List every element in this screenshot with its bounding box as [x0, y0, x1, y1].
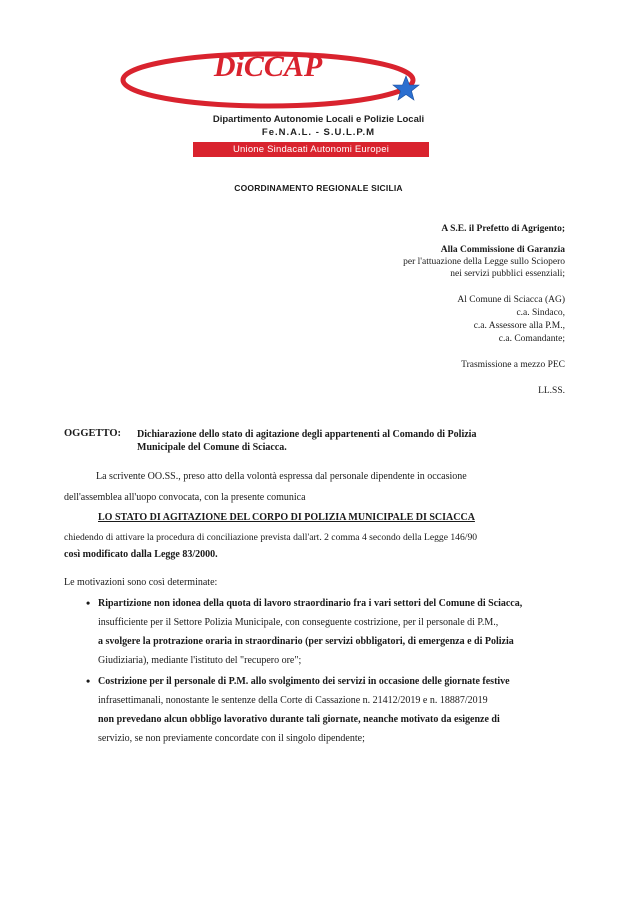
request-line2: così modificato dalla Legge 83/2000. [64, 549, 218, 560]
org-department-name: Dipartimento Autonomie Locali e Polizie Locali [212, 114, 425, 125]
subject-label: OGGETTO: [64, 428, 121, 439]
bullet-marker: • [86, 674, 91, 688]
bullet-2-title: Costrizione per il personale di P.M. allo svolgimento dei servizi in occasione delle giornate festive [98, 676, 510, 687]
recipient-assessore: c.a. Assessore alla P.M., [473, 321, 565, 331]
recipient-comune: Al Comune di Sciacca (AG) [457, 295, 565, 305]
bullet-marker: • [86, 596, 91, 610]
bullet-1-line3: Giudiziaria), mediante l'istituto del "recupero ore"; [98, 655, 302, 666]
bullet-1-line2: a svolgere la protrazione oraria in straordinario (per servizi obbligatori, di emergenza e di Polizia [98, 636, 514, 647]
recipient-comandante: c.a. Comandante; [498, 334, 565, 344]
bullet-2-line2: non prevedano alcun obbligo lavorativo durante tali giornate, neanche motivato da esigenze di [98, 714, 500, 725]
coordination-title: COORDINAMENTO REGIONALE SICILIA [234, 183, 403, 193]
recipient-prefetto: A S.E. il Prefetto di Agrigento; [441, 224, 565, 234]
subject-line2: Municipale del Comune di Sciacca. [137, 442, 287, 453]
diccap-logo [118, 40, 428, 140]
recipient-commissione-line3: nei servizi pubblici essenziali; [450, 269, 565, 279]
recipient-sindaco: c.a. Sindaco, [516, 308, 565, 318]
ll-ss: LL.SS. [538, 386, 565, 396]
motivations-intro: Le motivazioni sono così determinate: [64, 577, 218, 588]
union-banner: Unione Sindacati Autonomi Europei [193, 142, 429, 157]
request-line1: chiedendo di attivare la procedura di conciliazione prevista dall'art. 2 comma 4 secondo della Legge 146/90 [64, 532, 478, 543]
subject-line1: Dichiarazione dello stato di agitazione degli appartenenti al Comando di Polizia [137, 429, 477, 440]
bullet-2-line1: infrasettimanali, nonostante le sentenze della Corte di Cassazione n. 21412/2019 e n. 18887/2019 [98, 695, 488, 706]
intro-line2: dell'assemblea all'uopo convocata, con la presente comunica [64, 492, 306, 503]
intro-line1: La scrivente OO.SS., preso atto della volontà espressa dal personale dipendente in occasione [96, 471, 467, 482]
bullet-item-1 [98, 594, 568, 670]
subject-text [137, 428, 567, 454]
recipient-commissione-line2: per l'attuazione della Legge sullo Sciopero [403, 257, 565, 267]
bullet-2-line3: servizio, se non previamente concordate con il singolo dipendente; [98, 733, 365, 744]
bullet-1-line1: insufficiente per il Settore Polizia Municipale, con conseguente costrizione, per il personale di P.M., [98, 617, 499, 628]
org-federation-name: Fe.N.A.L. - S.U.L.P.M [261, 127, 376, 138]
bullet-item-2 [98, 672, 568, 748]
bullet-1-title: Ripartizione non idonea della quota di lavoro straordinario fra i vari settori del Comune di Sciacca, [98, 598, 523, 609]
logo-text: DiCCAP [213, 50, 323, 83]
recipient-commissione: Alla Commissione di Garanzia [440, 245, 565, 255]
declaration-heading: LO STATO DI AGITAZIONE DEL CORPO DI POLIZIA MUNICIPALE DI SCIACCA [98, 512, 475, 523]
transmission-note: Trasmissione a mezzo PEC [461, 360, 565, 370]
